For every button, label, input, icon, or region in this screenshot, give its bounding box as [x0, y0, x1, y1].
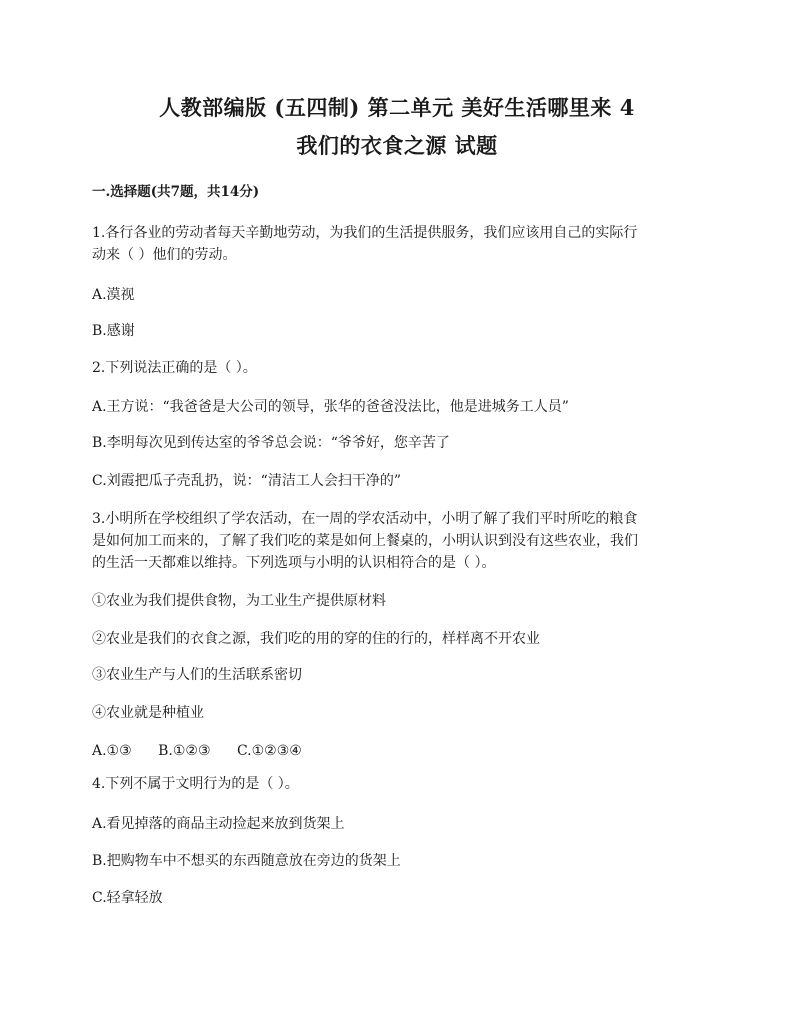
doc-title-line2: 我们的衣食之源 试题	[296, 133, 498, 158]
q3-stem-line1: 3.小明所在学校组织了学农活动，在一周的学农活动中，小明了解了我们平时所吃的粮食	[92, 511, 638, 527]
q3-item-3: ③农业生产与人们的生活联系密切	[92, 667, 302, 683]
doc-title-line1: 人教部编版 (五四制) 第二单元 美好生活哪里来 4	[159, 95, 635, 120]
q2-stem: 2.下列说法正确的是（ ）。	[92, 360, 257, 376]
q4-option-c: C.轻拿轻放	[92, 890, 163, 906]
q3-stem-line2: 是如何加工而来的，了解了我们吃的菜是如何上餐桌的，小明认识到没有这些农业，我们	[92, 533, 638, 549]
q2-option-a: A.王方说：“我爸爸是大公司的领导，张华的爸爸没法比，他是进城务工人员”	[92, 399, 569, 415]
section-heading: 一.选择题(共7题，共14分)	[92, 184, 260, 200]
q4-stem: 4.下列不属于文明行为的是（ ）。	[92, 776, 299, 792]
q2-option-b: B.李明每次见到传达室的爷爷总会说：“爷爷好，您辛苦了	[92, 435, 450, 451]
q1-option-b: B.感谢	[92, 323, 135, 339]
q3-item-4: ④农业就是种植业	[92, 705, 204, 721]
q1-stem-line1: 1.各行各业的劳动者每天辛勤地劳动，为我们的生活提供服务，我们应该用自己的实际行	[92, 225, 638, 241]
q2-option-c: C.刘霞把瓜子壳乱扔，说：“清洁工人会扫干净的”	[92, 473, 401, 489]
q3-item-2: ②农业是我们的衣食之源，我们吃的用的穿的住的行的，样样离不开农业	[92, 631, 540, 647]
q4-option-a: A.看见掉落的商品主动捡起来放到货架上	[92, 816, 345, 832]
q3-stem-line3: 的生活一天都难以维持。下列选项与小明的认识相符合的是（ ）。	[92, 555, 496, 571]
q1-option-a: A.漠视	[92, 287, 135, 303]
q4-option-b: B.把购物车中不想买的东西随意放在旁边的货架上	[92, 853, 401, 869]
q3-item-1: ①农业为我们提供食物，为工业生产提供原材料	[92, 593, 386, 609]
q3-option-c: C.①②③④	[236, 743, 302, 759]
q3-option-b: B.①②③	[158, 743, 211, 759]
q3-option-a: A.①③	[92, 743, 132, 759]
q1-stem-line2: 动来（ ）他们的劳动。	[92, 247, 237, 263]
q3-options-row	[92, 740, 712, 762]
